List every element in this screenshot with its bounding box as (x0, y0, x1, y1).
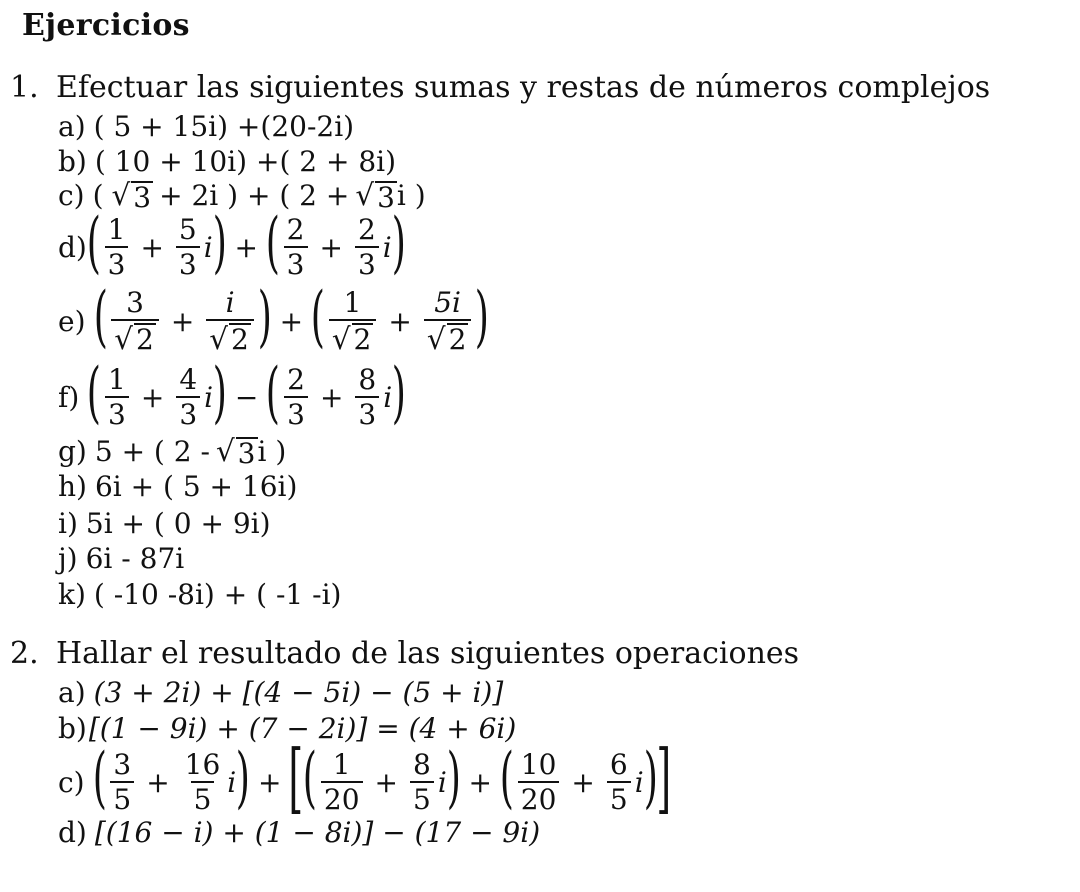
item-label: b) (58, 712, 87, 745)
fraction: $\frac{2}{3}$ (284, 365, 308, 430)
fraction: $\frac{1}{3}$ (105, 215, 129, 280)
item-label: a) (58, 110, 86, 143)
exercise-1i (58, 507, 271, 540)
exercise-1b (58, 145, 396, 178)
fraction: $\frac{10}{20}$ (518, 750, 560, 815)
exercise-1a (58, 110, 354, 143)
item-label: k) (58, 578, 86, 611)
section-2-heading (10, 636, 799, 671)
open-paren: ( (92, 178, 104, 212)
section-1-heading (10, 70, 990, 105)
exercise-2a (58, 676, 503, 709)
fraction: $\frac{1}{3}$ (105, 365, 129, 430)
fraction: $\frac{8}{5}$ (410, 750, 434, 815)
exercise-1d: d) ( $\frac{1}{3}$ + $\frac{5}{3}$ i ) + ( $\frac{2}{3}$ + $\frac{2}{3}$ i ) (58, 204, 406, 281)
sqrt-3: √ 3 (355, 178, 395, 214)
fraction: $\frac{4}{3}$ (176, 365, 200, 430)
item-label: b) (58, 145, 87, 178)
item-label: g) (58, 434, 87, 468)
fraction: $\frac{3}{5}$ (110, 750, 134, 815)
item-label: a) (58, 676, 86, 709)
expression: ( -10 -8i) + ( -1 -i) (93, 578, 342, 611)
exercise-1f: f) ( $\frac{1}{3}$ + $\frac{4}{3}$ i ) − ( $\frac{2}{3}$ + $\frac{8}{3}$ i ) (58, 354, 407, 431)
exercise-1g (58, 434, 286, 468)
fraction: 5i √ 2 (424, 288, 472, 355)
item-label: e) (58, 304, 86, 338)
item-label: h) (58, 470, 87, 503)
fraction: $\frac{1}{20}$ (321, 750, 363, 815)
exercise-1h (58, 470, 297, 503)
item-label: d) (58, 230, 87, 264)
page-title: Ejercicios (22, 8, 190, 43)
item-label: i) (58, 507, 78, 540)
section-1-number: 1. (10, 70, 39, 105)
fraction: $\frac{8}{3}$ (355, 365, 379, 430)
section-1-heading-text: Efectuar las siguientes sumas y restas de números complejos (56, 70, 991, 105)
expression: 5i + ( 0 + 9i) (85, 507, 271, 540)
item-label: j) (58, 542, 78, 575)
expression-post: i ) (257, 434, 287, 468)
exercise-1e: e) ( 3 √ 2 + i √ 2 ) + ( 1 √ 2 + 5i √ 2 ) (58, 278, 490, 357)
expression: 6i + ( 5 + 16i) (94, 470, 298, 503)
exercise-2d (58, 816, 540, 849)
section-2-number: 2. (10, 636, 39, 671)
expression: (3 + 2i) + [(4 − 5i) − (5 + i)] (93, 676, 504, 709)
item-label: f) (58, 380, 80, 414)
expression: [(16 − i) + (1 − 8i)] − (17 − 9i) (94, 816, 541, 849)
exercise-2c: c) ( $\frac{3}{5}$ + $\frac{16}{5}$ i ) + [ ( $\frac{1}{20}$ + $\frac{8}{5}$ i ) + ( $\frac{10}{20}$ + $\frac{6}{5}$ i ) ] (58, 733, 672, 822)
fraction: $\frac{2}{3}$ (355, 215, 379, 280)
expression: ( 5 + 15i) +(20-2i) (93, 110, 355, 143)
item-label: c) (58, 765, 85, 799)
item-label: d) (58, 816, 87, 849)
expression: [(1 − 9i) + (7 − 2i)] = (4 + 6i) (88, 712, 517, 745)
sqrt-3: √ 3 (111, 178, 152, 214)
fraction: $\frac{2}{3}$ (284, 215, 308, 280)
item-label: c) (58, 178, 85, 212)
exercise-1k (58, 578, 341, 611)
expression-tail: i ) (396, 178, 426, 212)
sqrt-3: √ 3 (215, 434, 256, 470)
expression: ( 10 + 10i) +( 2 + 8i) (94, 145, 397, 178)
fraction: $\frac{6}{5}$ (607, 750, 631, 815)
section-2-heading-text: Hallar el resultado de las siguientes operaciones (56, 636, 800, 671)
expression-mid: + 2i ) + ( 2 + (159, 178, 350, 212)
fraction: $\frac{16}{5}$ (184, 747, 221, 816)
exercise-1c (58, 178, 426, 212)
fraction: $\frac{5}{3}$ (176, 215, 200, 280)
expression-pre: 5 + ( 2 - (94, 434, 210, 468)
fraction: 1 √ 2 (329, 288, 377, 355)
fraction: i √ 2 (206, 288, 254, 355)
exercise-1j (58, 542, 184, 575)
fraction: 3 √ 2 (111, 288, 159, 355)
expression: 6i - 87i (85, 542, 185, 575)
